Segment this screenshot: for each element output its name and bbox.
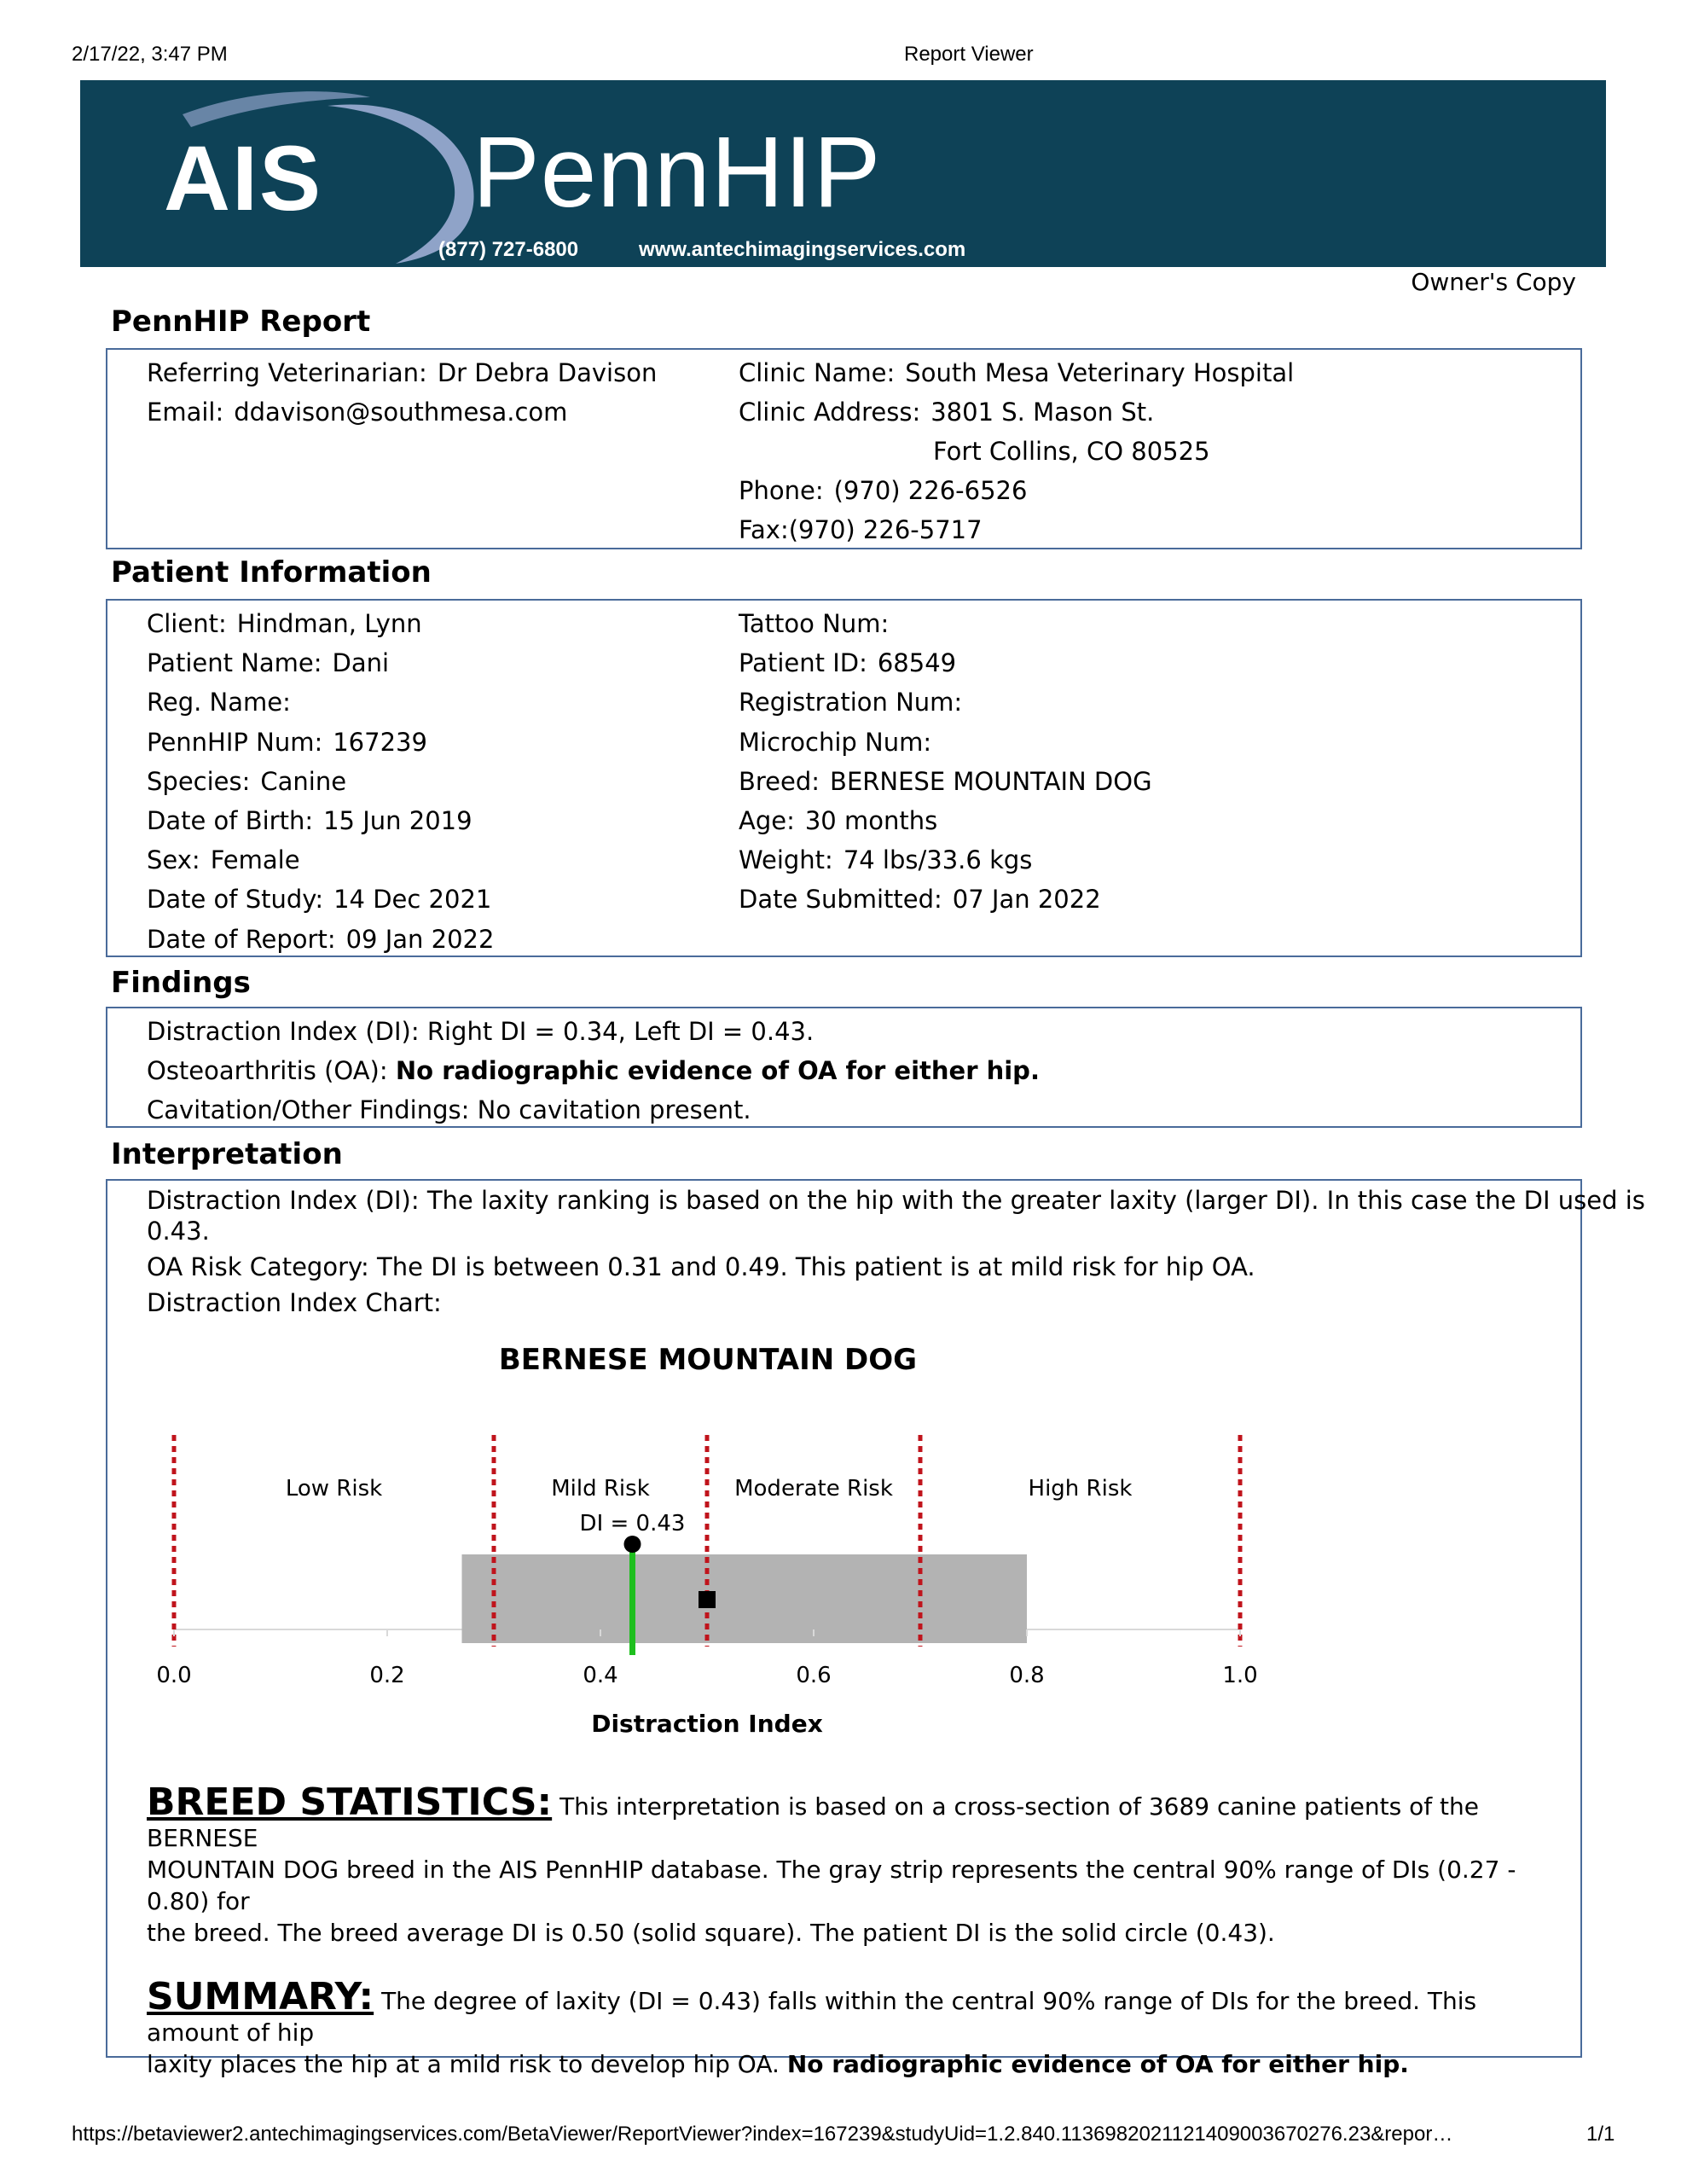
x-tick-label: 0.4 (583, 1663, 618, 1688)
print-url: https://betaviewer2.antechimagingservices.com/BetaViewer/ReportViewer?index=167239&studyUid=1.2.840.1136982021121409003670276.23&repor… (72, 2123, 1453, 2146)
patient-right-row: Tattoo Num: (739, 609, 890, 638)
report-info-box (106, 348, 1582, 549)
patient-left-row: Date of Study: 14 Dec 2021 (147, 885, 492, 915)
risk-zone-label: High Risk (1028, 1476, 1133, 1502)
clinic-fax-row: Fax:(970) 226-5717 (739, 515, 983, 544)
clinic-address-row: Clinic Address: 3801 S. Mason St. (739, 398, 1155, 427)
x-tick-label: 1.0 (1222, 1663, 1258, 1688)
interp-chart-label: Distraction Index Chart: (147, 1288, 442, 1317)
findings-box (106, 1007, 1582, 1128)
breed-average-marker (699, 1591, 716, 1608)
chart-title: BERNESE MOUNTAIN DOG (498, 1343, 918, 1377)
breed-statistics-paragraph: BREED STATISTICS: This interpretation is based on a cross-section of 3689 canine patients of the BERNESE MOUNTAIN DOG breed in the AIS PennHIP database. The gray strip represents the central 90% range of DIs (0.27 - 0.80) for the breed. The breed average DI is 0.50 (solid square). The patient DI is the solid circle (0.43). (147, 1780, 1516, 1947)
breed-statistics-heading: BREED STATISTICS: (147, 1780, 553, 1824)
ais-pennhip-banner (80, 80, 1606, 267)
patient-left-row: Patient Name: Dani (147, 648, 390, 678)
pennhip-logo-text: PennHIP (472, 116, 882, 229)
interp-oa-risk: OA Risk Category: The DI is between 0.31 and 0.49. This patient is at mild risk for hip OA. (147, 1252, 1255, 1281)
risk-zone-label: Moderate Risk (734, 1476, 893, 1502)
summary-heading: SUMMARY: (147, 1975, 374, 2018)
banner-website: www.antechimagingservices.com (639, 238, 966, 261)
x-tick-label: 0.0 (156, 1663, 192, 1688)
patient-right-row: Microchip Num: (739, 727, 932, 757)
risk-zone-label: Mild Risk (551, 1476, 650, 1502)
patient-right-row: Age: 30 months (739, 806, 938, 835)
patient-left-row: Reg. Name: (147, 688, 291, 717)
interp-di-line1: Distraction Index (DI): The laxity ranking is based on the hip with the greater laxity (larger DI). In this case the DI used is (147, 1186, 1645, 1215)
interpretation-section-title: Interpretation (111, 1137, 343, 1171)
summary-paragraph: SUMMARY: The degree of laxity (DI = 0.43) falls within the central 90% range of DIs for the breed. This amount of hip laxity places the hip at a mild risk to develop hip OA. No radiographic evidence of OA for either hip. (147, 1975, 1477, 2078)
risk-zone-label: Low Risk (285, 1476, 383, 1502)
distraction-index-chart (136, 1331, 1330, 1740)
patient-right-row: Breed: BERNESE MOUNTAIN DOG (739, 766, 1152, 796)
clinic-phone-row: Phone: (970) 226-6526 (739, 476, 1028, 505)
patient-section-title: Patient Information (111, 555, 432, 590)
ais-logo-text: AIS (164, 126, 323, 229)
patient-left-row: PennHIP Num: 167239 (147, 727, 427, 757)
patient-info-box (106, 599, 1582, 957)
patient-left-row: Client: Hindman, Lynn (147, 609, 422, 638)
x-tick-label: 0.2 (369, 1663, 405, 1688)
email-row: Email: ddavison@southmesa.com (147, 398, 568, 427)
findings-section-title: Findings (111, 966, 251, 1000)
breed-range-strip (462, 1554, 1028, 1643)
patient-di-marker (624, 1536, 641, 1553)
interp-di-line2: 0.43. (147, 1217, 210, 1246)
patient-right-row: Registration Num: (739, 688, 963, 717)
print-datetime: 2/17/22, 3:47 PM (72, 43, 228, 66)
patient-left-row: Sex: Female (147, 845, 300, 875)
banner-phone: (877) 727-6800 (438, 238, 579, 261)
patient-right-row: Weight: 74 lbs/33.6 kgs (739, 845, 1033, 875)
print-page-title: Report Viewer (904, 43, 1034, 66)
findings-di-row: Distraction Index (DI): Right DI = 0.34, Left DI = 0.43. (147, 1017, 815, 1046)
findings-oa-row: Osteoarthritis (OA): No radiographic evidence of OA for either hip. (147, 1056, 1040, 1085)
patient-di-label: DI = 0.43 (579, 1511, 686, 1536)
findings-cavitation-row: Cavitation/Other Findings: No cavitation present. (147, 1095, 751, 1124)
patient-right-row: Date Submitted: 07 Jan 2022 (739, 885, 1101, 915)
x-axis-label: Distraction Index (591, 1710, 823, 1738)
x-tick-label: 0.6 (796, 1663, 832, 1688)
x-tick-label: 0.8 (1009, 1663, 1045, 1688)
report-section-title: PennHIP Report (111, 305, 371, 339)
print-page-number: 1/1 (1586, 2123, 1615, 2146)
clinic-city-row: Fort Collins, CO 80525 (933, 437, 1210, 466)
patient-left-row: Date of Birth: 15 Jun 2019 (147, 806, 472, 835)
referring-vet-row: Referring Veterinarian: Dr Debra Davison (147, 358, 658, 387)
patient-left-row: Species: Canine (147, 766, 347, 796)
patient-right-row: Patient ID: 68549 (739, 648, 957, 678)
clinic-name-row: Clinic Name: South Mesa Veterinary Hospital (739, 358, 1295, 387)
owners-copy-label: Owner's Copy (1411, 268, 1576, 296)
patient-left-row: Date of Report: 09 Jan 2022 (147, 924, 495, 954)
